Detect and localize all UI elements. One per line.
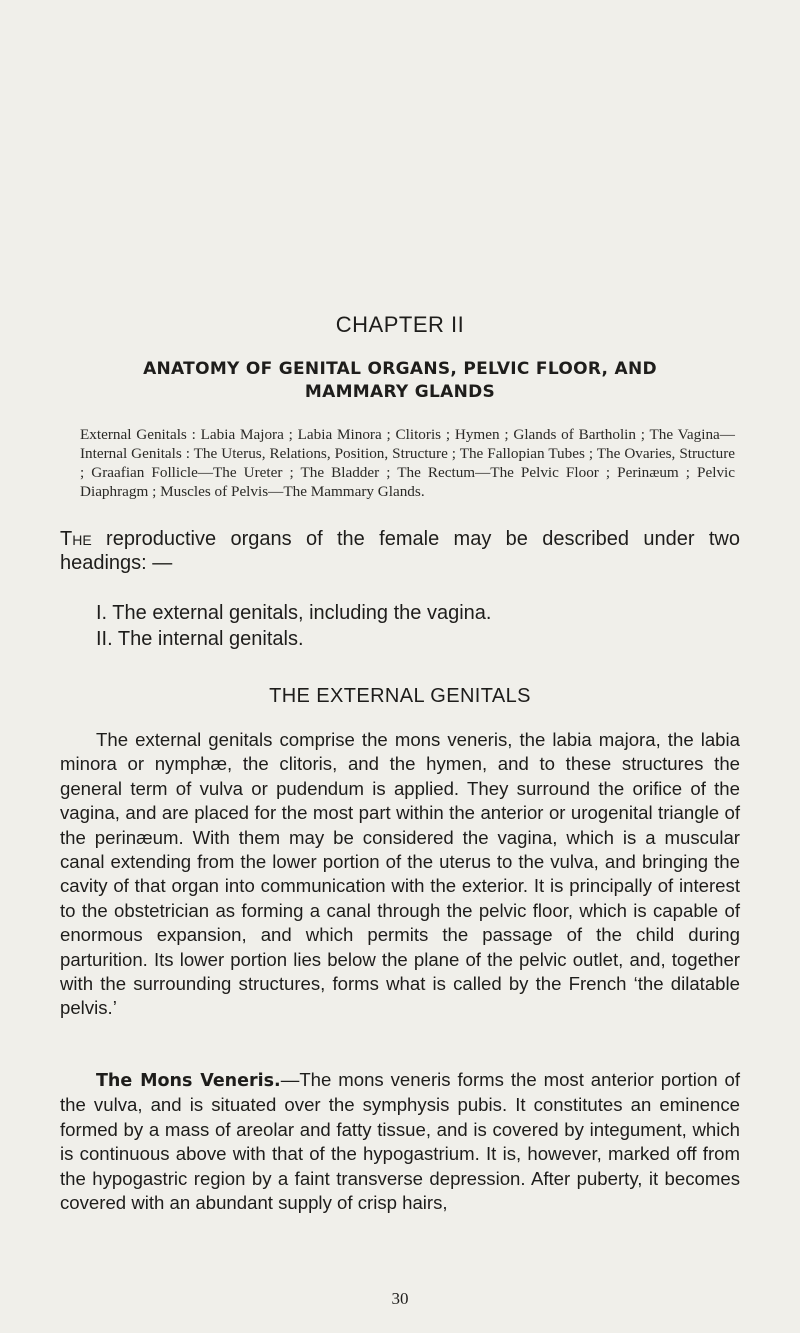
body-paragraph [60,1068,740,1215]
body-paragraph: The external genitals comprise the mons veneris, the labia majora, the labia minora or nymphæ, the clitoris, and the hymen, and to these structures the general term of vulva or pudendum is applied. They surround the orifice of the vagina, and are placed for the most part within the anterior or urogenital triangle of the perinæum. With them may be considered the vagina, which is a muscular canal extending from the lower portion of the uterus to the vulva, and bringing the cavity of that organ into communication with the exterior. It is principally of interest to the obstetrician as forming a canal through the pelvic floor, which is capable of enormous expansion, and which permits the passage of the child during parturition. Its lower portion lies below the plane of the pelvic outlet, and, together with the surrounding structures, forms what is called by the French ‘the dilatable pelvis.’ [60,729,740,1019]
list-item: I. The external genitals, including the vagina. [96,602,492,624]
intro-paragraph [60,527,740,575]
chapter-synopsis: External Genitals : Labia Majora ; Labia Minora ; Clitoris ; Hymen ; Glands of Bartholin ; The Vagina—Internal Genitals : The Uterus, Relations, Position, Structure ; The Fallopian Tubes ; The Ovaries, Structure ; Graafian Follicle—The Ureter ; The Bladder ; The Rectum—The Pelvic Floor ; Perinæum ; Pelvic Diaphragm ; Muscles of Pelvis—The Mammary Glands. [80,426,735,500]
list-item: II. The internal genitals. [96,628,304,650]
page-number: 30 [391,1289,409,1308]
paragraph-text: —The mons veneris forms the most anterior portion of the vulva, and is situated over the symphysis pubis. It constitutes an eminence formed by a mass of areolar and fatty tissue, and is covered by integument, which is continuous above with that of the hypogastrium. It is, however, marked off from the hypogastric region by a faint transverse depression. After puberty, it becomes covered with an abundant supply of crisp hairs, [60,1069,740,1214]
chapter-title: ANATOMY OF GENITAL ORGANS, PELVIC FLOOR, AND MAMMARY GLANDS [143,359,657,402]
headings-list [96,600,736,652]
chapter-label: CHAPTER II [335,312,465,337]
intro-lead: The [60,528,92,550]
run-in-heading: The Mons Veneris. [96,1071,281,1091]
section-title: THE EXTERNAL GENITALS [269,685,531,707]
intro-text: reproductive organs of the female may be described under two headings: — [60,528,740,574]
